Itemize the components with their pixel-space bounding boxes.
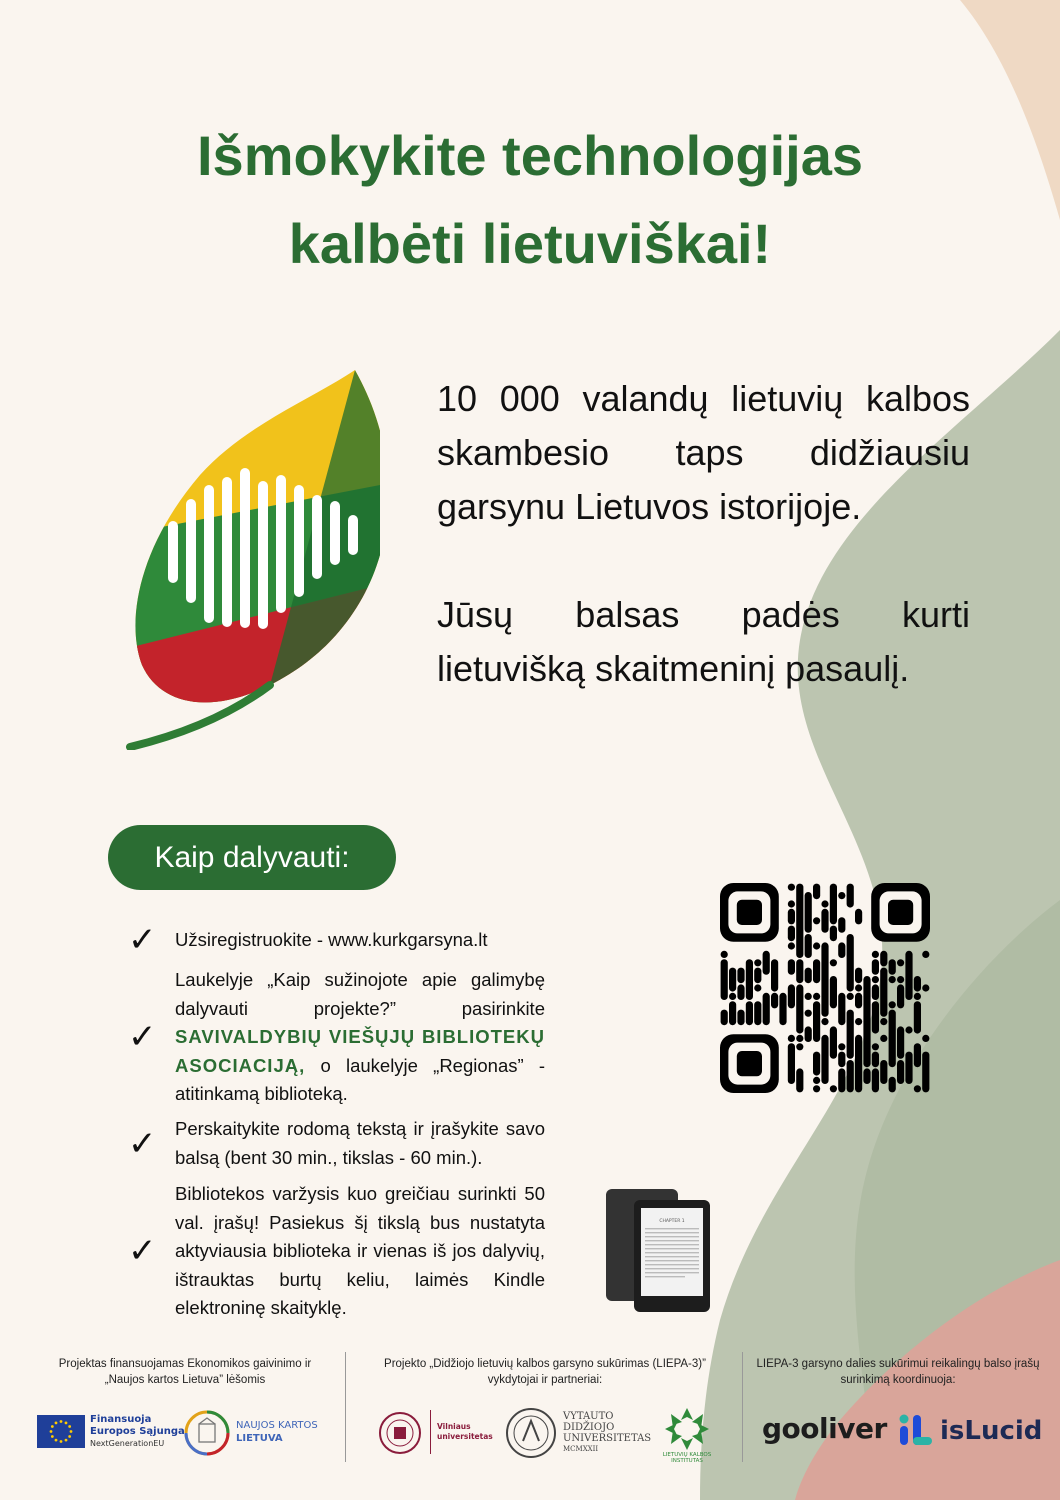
lki-logo (655, 1404, 719, 1454)
vu-logo-line-2: universitetas (437, 1432, 493, 1441)
footer-funding-line-1: Projektas finansuojamas Ekonomikos gaivinimo ir (58, 1358, 312, 1370)
lki-logo-text: LIETUVIŲ KALBOS INSTITUTAS (662, 1452, 712, 1464)
vdu-logo-line-3: UNIVERSITETAS (563, 1433, 652, 1444)
eu-logo-text (90, 1414, 185, 1450)
check-icon: ✓ (128, 1232, 157, 1270)
check-icon: ✓ (128, 1018, 157, 1056)
footer-coordinators-line-2: surinkimą koordinuoja: (840, 1374, 956, 1386)
vu-divider (430, 1410, 431, 1454)
vdu-seal (505, 1407, 557, 1459)
footer-coordinators-line-1: LIEPA-3 garsyno dalies sukūrimui reikalingų balso įrašų (756, 1358, 1040, 1370)
title-line-1: Išmokykite technologijas (197, 124, 863, 187)
vdu-logo-line-4: MCMXXII (563, 1445, 599, 1453)
footer-divider-2 (742, 1352, 743, 1462)
check-icon: ✓ (128, 1125, 157, 1163)
intro-text (437, 372, 970, 750)
intro-paragraph-1: 10 000 valandų lietuvių kalbos skambesio taps didžiausiu garsynu Lietuvos istorijoje. (437, 378, 970, 527)
step-2-text-before: Laukelyje „Kaip sužinojote apie galimybę dalyvauti projekte?” pasirinkite (175, 969, 545, 1019)
ereader-screen-title: CHAPTER 1 (659, 1219, 685, 1224)
qr-code[interactable] (720, 883, 930, 1093)
step-2-highlight: SAVIVALDYBIŲ VIEŠŲJŲ BIBLIOTEKŲ ASOCIACIJĄ, (175, 1026, 545, 1076)
check-icon: ✓ (128, 921, 157, 959)
eu-flag-icon (37, 1415, 85, 1448)
vu-logo-line-1: Vilniaus (437, 1422, 471, 1431)
footer-partners (355, 1356, 735, 1388)
footer-partners-line-1: Projekto „Didžiojo lietuvių kalbos garsyno sukūrimas (LIEPA-3)” (384, 1358, 706, 1370)
islucid-icon (896, 1413, 934, 1447)
vdu-logo-line-1: VYTAUTO (563, 1411, 614, 1422)
footer-coordinators (748, 1356, 1048, 1388)
vu-logo-text (437, 1422, 493, 1442)
naujos-kartos-lietuva-seal (184, 1410, 230, 1456)
vdu-logo-text (563, 1411, 651, 1455)
ereader-image (604, 1186, 712, 1314)
eu-logo-line-3: NextGenerationEU (90, 1439, 165, 1448)
vdu-logo-line-2: DIDŽIOJO (563, 1422, 615, 1433)
page-title (0, 112, 1060, 288)
gooliver-logo: gooliver (762, 1412, 887, 1445)
step-3-text: Perskaitykite rodomą tekstą ir įrašykite savo balsą (bent 30 min., tikslas - 60 min.). (175, 1118, 545, 1168)
eu-logo-line-1: Finansuoja (90, 1414, 152, 1425)
nkl-logo-line-2: LIETUVA (236, 1433, 283, 1444)
islucid-logo: isLucid (940, 1416, 1043, 1446)
step-4-text: Bibliotekos varžysis kuo greičiau surinkti 50 val. įrašų! Pasiekus šį tikslą bus nustatyta aktyviausia biblioteka ir vienas iš jos dalyvių, ištrauktas burtų keliu, laimės Kindle elektroninę skaityklę. (175, 1183, 545, 1318)
nkl-logo-text (236, 1419, 318, 1445)
eu-logo-line-2: Europos Sąjunga (90, 1426, 185, 1437)
title-line-2: kalbėti lietuviškai! (288, 212, 772, 275)
how-to-heading: Kaip dalyvauti: (108, 825, 396, 890)
step-2-text-after: o laukelyje „Regionas” - atitinkamą biblioteką. (175, 1054, 546, 1104)
step-2-text (175, 966, 545, 1109)
vilnius-university-seal (378, 1408, 422, 1458)
footer-funding-line-2: „Naujos kartos Lietuva” lėšomis (104, 1374, 266, 1386)
step-1-text: Užsiregistruokite - www.kurkgarsyna.lt (175, 929, 488, 950)
footer-funding (30, 1356, 340, 1388)
intro-paragraph-2: Jūsų balsas padės kurti lietuvišką skaitmeninį pasaulį. (437, 594, 970, 689)
nkl-logo-line-1: NAUJOS KARTOS (236, 1420, 318, 1431)
leaf-soundwave-logo (120, 365, 380, 750)
footer-divider-1 (345, 1352, 346, 1462)
footer-partners-line-2: vykdytojai ir partneriai: (487, 1374, 603, 1386)
